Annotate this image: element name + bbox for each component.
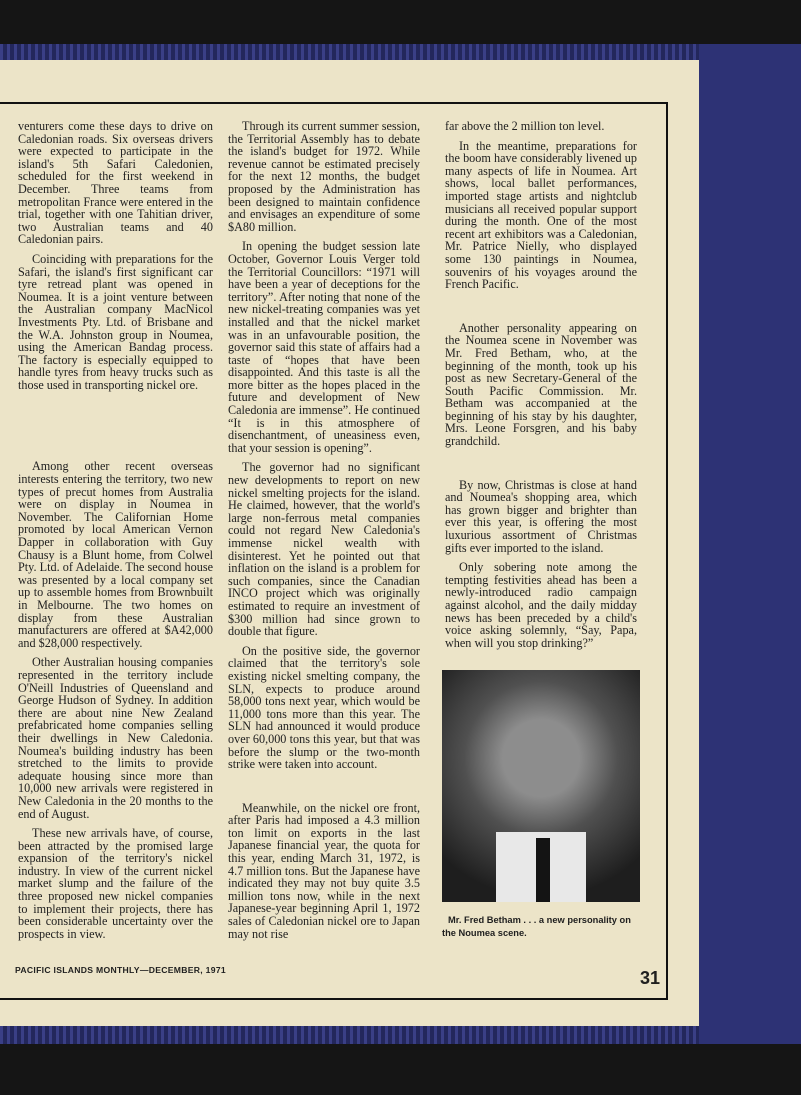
photo-tie bbox=[536, 838, 550, 902]
paragraph: Among other recent overseas interests entering the territory, two new types of precut homes from Australia were on display in Noumea in November. The Californian Home promoted by local American Vernon Dapper in collaboration with Guy Chausy is a Blunt home, from Colwel Pty. Ltd. of Adelaide. The second house was presented by a local company set up to assemble homes from Brownbuilt in Melbourne. The two homes on display from these Australian manufacturers are offered at $A42,000 and $28,000 respectively. bbox=[18, 459, 213, 650]
article-column-3 bbox=[445, 120, 637, 656]
magazine-page bbox=[0, 60, 699, 1026]
paragraph: By now, Christmas is close at hand and Noumea's shopping area, which has grown bigger and brighter than ever this year, is offering the most luxurious assortment of Christmas gifts ever imported to the island. bbox=[445, 477, 637, 555]
article-column-2 bbox=[228, 120, 420, 947]
portrait-photo bbox=[442, 670, 640, 902]
section-break bbox=[228, 778, 420, 802]
right-rule bbox=[666, 102, 668, 1000]
paragraph: far above the 2 million ton level. bbox=[445, 119, 605, 133]
paragraph: In opening the budget session late October, Governor Louis Verger told the Territorial Councillors: “1971 will have been a year of deceptions for the territory”. After noting that none of the new nickel-treating companies was yet installed and that the nickel market was in an unfavourable position, the governor said this state of affairs had a taste of “hopes that have been disappointed. And this taste is all the more bitter as the hopes placed in the future and development of New Caledonia are immense”. He continued “It is in this atmosphere of disenchantment, of uneasiness even, that your session is opening”. bbox=[228, 239, 420, 455]
publication-footer: PACIFIC ISLANDS MONTHLY—DECEMBER, 1971 bbox=[15, 965, 226, 975]
paragraph: Only sobering note among the tempting festivities ahead has been a newly-introduced radio campaign against alcohol, and the daily midday news has been preceded by a child's voice asking solemnly, “Say, Papa, when will you stop drinking?” bbox=[445, 560, 637, 650]
section-break bbox=[445, 455, 637, 479]
paragraph: In the meantime, preparations for the boom have considerably livened up many aspects of life in Noumea. Art shows, local ballet performances, imported stage artists and nightclub musicians all received popular support during the month. One of the most recent art exhibitors was a Caledonian, Mr. Patrice Nielly, who displayed some 130 paintings in Noumea, souvenirs of his voyages around the French Pacific. bbox=[445, 138, 637, 292]
top-rule bbox=[0, 102, 668, 104]
page-number: 31 bbox=[640, 968, 661, 988]
book-spine bbox=[699, 44, 801, 1044]
paragraph: These new arrivals have, of course, been attracted by the promised large expansion of the territory's nickel industry. In view of the current nickel market slump and the failure of the three proposed new nickel companies to implement their projects, there has been considerable uncertainty over the prospects in view. bbox=[18, 826, 213, 941]
paragraph: Through its current summer session, the Territorial Assembly has to debate the island's budget for 1972. While revenue cannot be estimated precisely for the next 12 months, the budget proposed by the Administration has been designed to maintain confidence and envisages an expenditure of some $A80 million. bbox=[228, 119, 420, 234]
bottom-rule bbox=[0, 998, 668, 1000]
paragraph: Meanwhile, on the nickel ore front, after Paris had imposed a 4.3 million ton limit on exports in the last Japanese financial year, the quota for this year, ending March 31, 1972, is 4.7 million tons. But the Japanese have indicated they may not buy quite 3.5 million tons now, while in the next Japanese-year beginning April 1, 1972 sales of Caledonian nickel ore to Japan may not rise bbox=[228, 800, 420, 941]
section-break bbox=[18, 398, 213, 460]
paragraph: Other Australian housing companies represented in the territory include O'Neill Industries of Queensland and George Hudson of Sydney. In addition there are about nine New Zealand prefabricated home companies selling their dwellings in New Caledonia. Noumea's building industry has been stretched to the limits to provide adequate housing since more than 10,000 new arrivals were registered in New Caledonia in the 20 months to the end of August. bbox=[18, 655, 213, 821]
paragraph: venturers come these days to drive on Caledonian roads. Six overseas drivers were expected to participate in the island's 5th Safari Caledonien, scheduled for the first weekend in December. Three teams from metropolitan France were entered in the trial, together with one Tahitian driver, two Australian teams and 40 Caledonian pairs. bbox=[18, 119, 213, 247]
paragraph: On the positive side, the governor claimed that the territory's sole existing nickel smelting company, the SLN, expects to produce around 58,000 tons next year, which would be 11,000 tons more than this year. The SLN had announced it would produce over 60,000 tons this year, but that was before the slump or the two-month strike were taken into account. bbox=[228, 643, 420, 772]
section-break bbox=[445, 298, 637, 322]
paragraph: Another personality appearing on the Noumea scene in November was Mr. Fred Betham, who, at the beginning of the month, took up his post as new Secretary-General of the South Pacific Commission. Mr. Betham was accompanied at the beginning of his stay by his daughter, Mrs. Leone Forsgren, and his baby grandchild. bbox=[445, 320, 637, 449]
paragraph: The governor had no significant new developments to report on new nickel smelting projects for the island. He claimed, however, that the world's large non-ferrous metal companies could not regard New Caledonia's immense nickel wealth with disinterest. Yet he pointed out that inflation on the island is a problem for such companies, since the Canadian INCO project which was originally estimated to require an investment of $300 million had since grown to double that figure. bbox=[228, 460, 420, 639]
paragraph: Coinciding with preparations for the Safari, the island's first significant car tyre retread plant was opened in Noumea. It is a joint venture between the Australian company MacNicol Investments Pty. Ltd. of Brisbane and the W.A. Johnston group in Noumea, using the American Bandag process. The factory is especially equipped to handle tyres from heavy trucks such as those used in transporting nickel ore. bbox=[18, 251, 213, 392]
photo-caption: Mr. Fred Betham . . . a new personality on the Noumea scene. bbox=[442, 915, 631, 938]
article-column-1 bbox=[18, 120, 213, 947]
